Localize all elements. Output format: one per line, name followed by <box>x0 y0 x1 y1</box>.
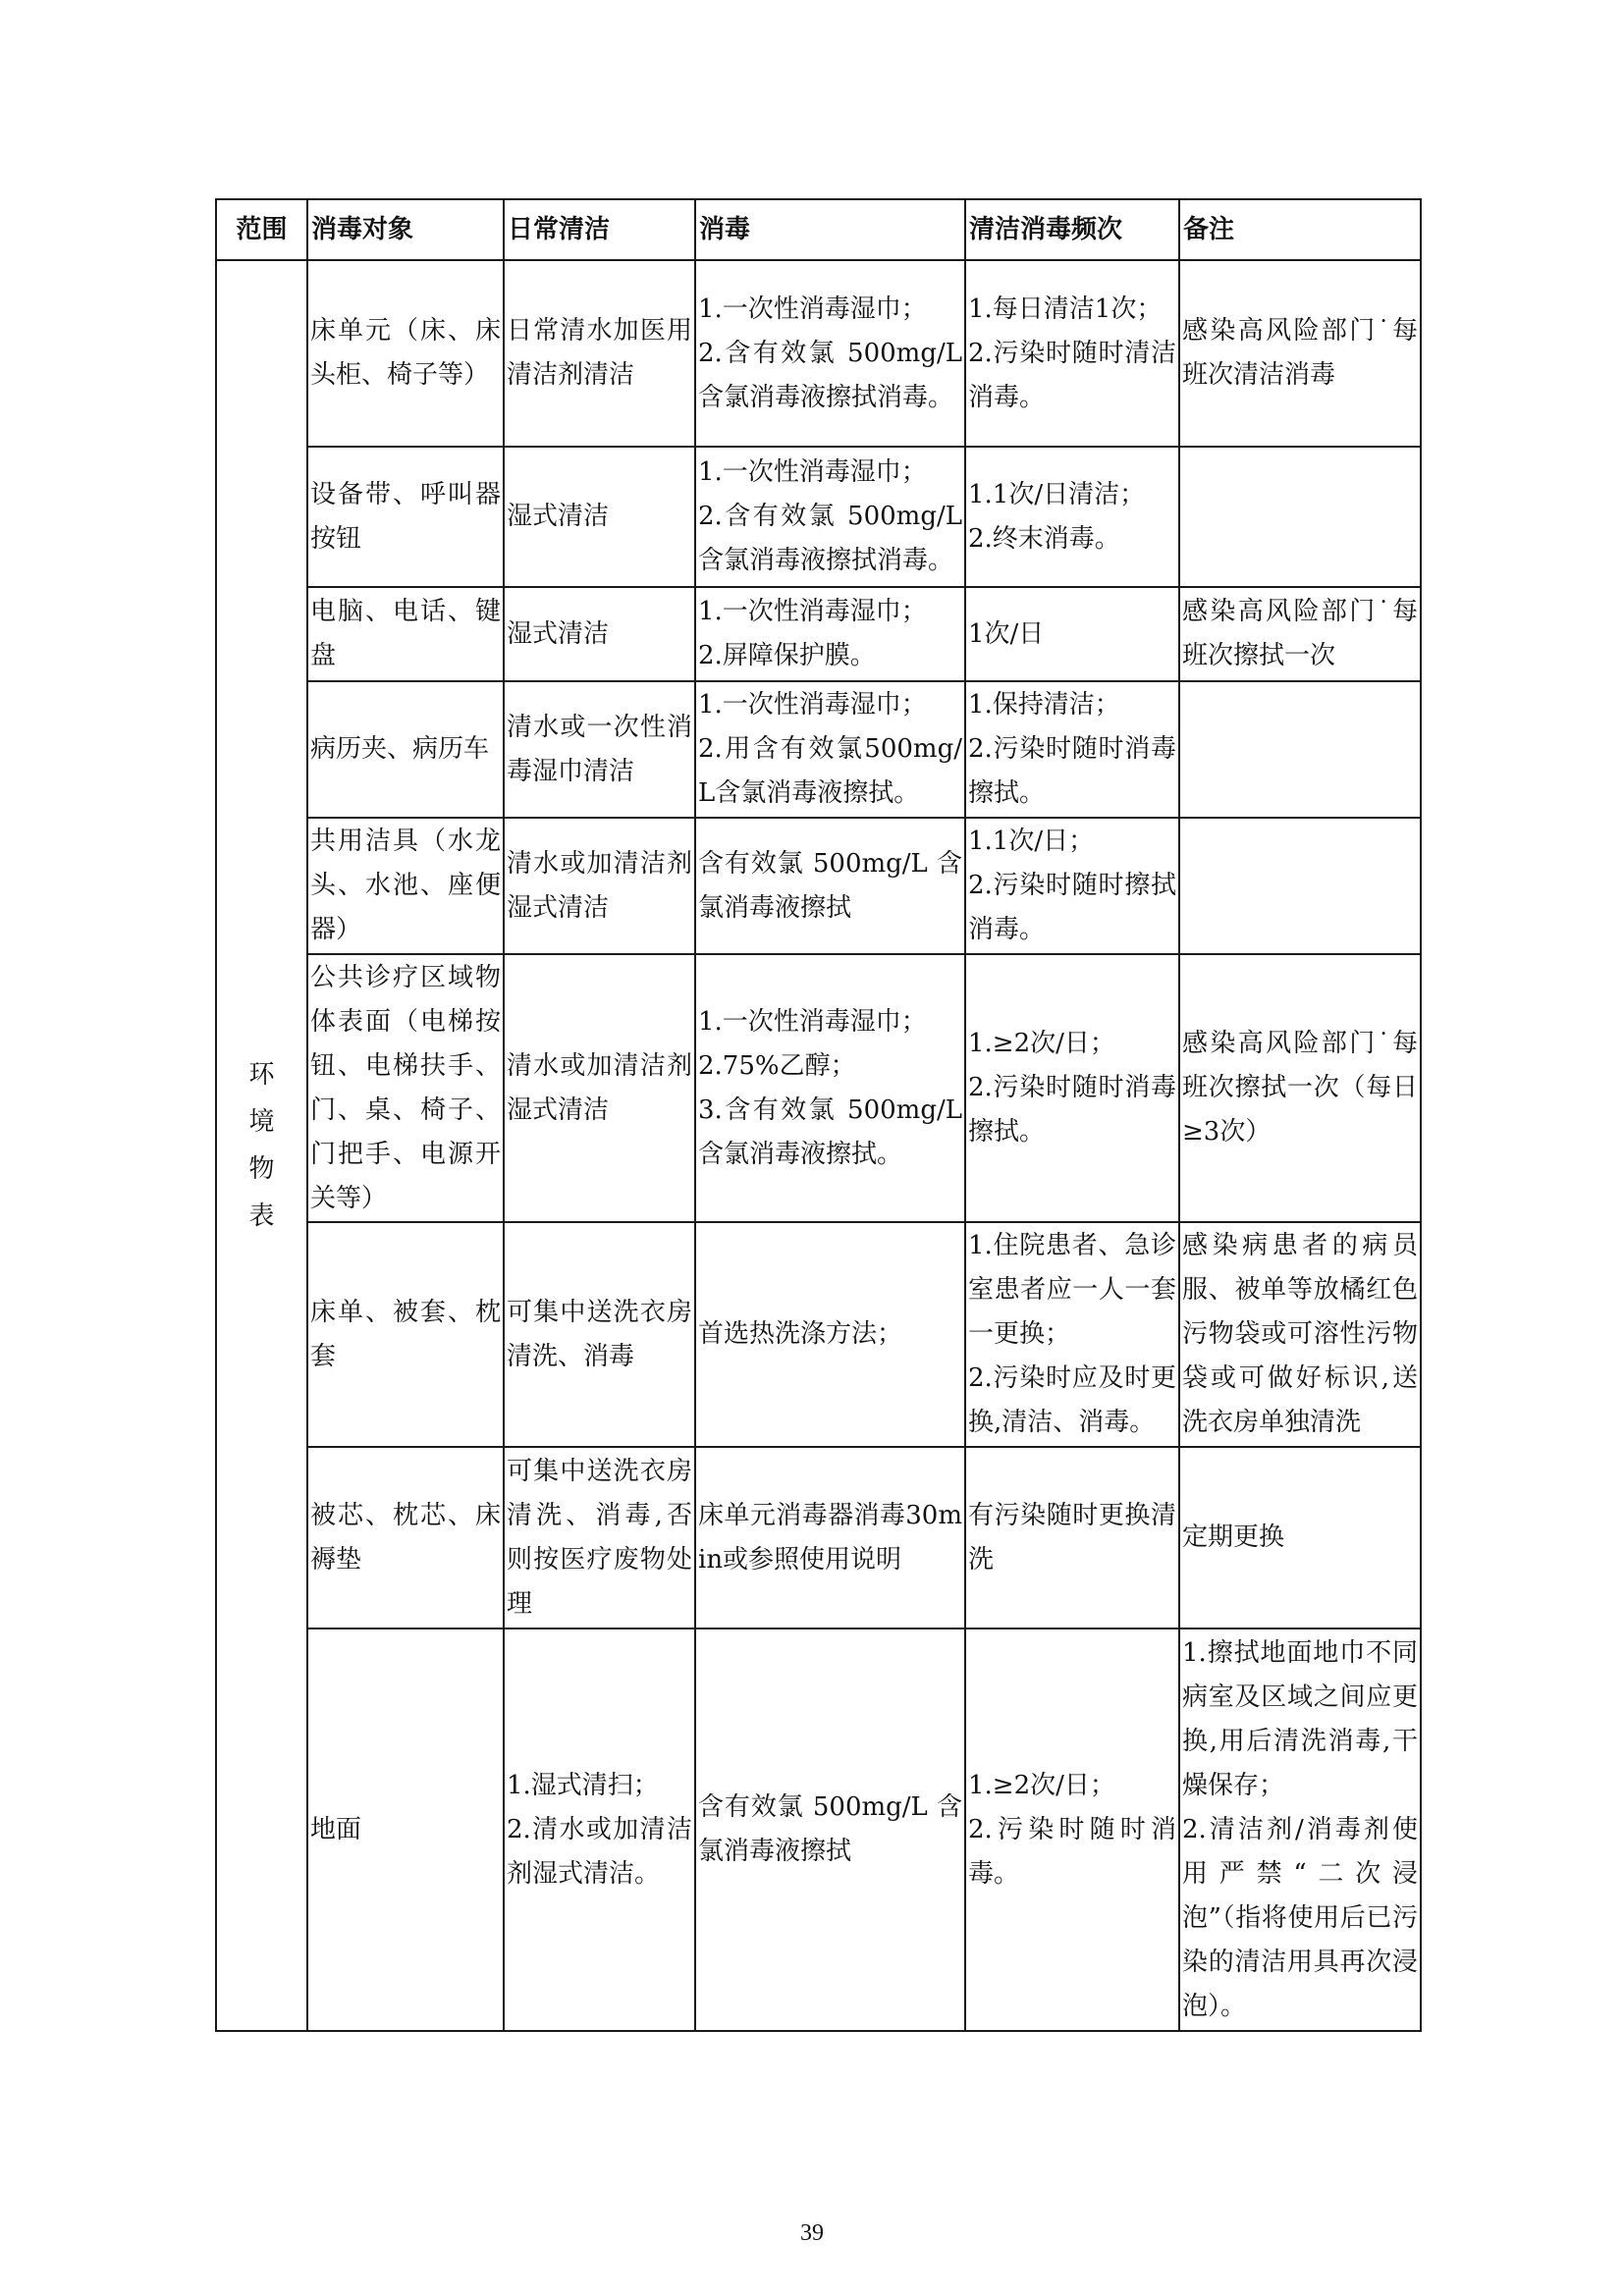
scope-label: 环境物表 <box>248 1060 275 1231</box>
disinfection-table <box>215 198 1422 2032</box>
frequency-cell: 1次/日 <box>965 587 1179 681</box>
header-disinfection: 消毒 <box>695 199 965 260</box>
daily-cell: 清水或加清洁剂湿式清洁 <box>504 954 695 1222</box>
frequency-cell: 1.≥2次/日； 2.污染时随时消毒擦拭。 <box>965 954 1179 1222</box>
table-row <box>216 447 1421 587</box>
remarks-cell <box>1179 681 1421 818</box>
table-header-row <box>216 199 1421 260</box>
remarks-cell: 感染病患者的病员服、被单等放橘红色污物袋或可溶性污物袋或可做好标识,送洗衣房单独清洗 <box>1179 1222 1421 1447</box>
remarks-cell <box>1179 447 1421 587</box>
remarks-cell: 感染高风险部门˙每班次清洁消毒 <box>1179 260 1421 447</box>
daily-cell: 清水或加清洁剂湿式清洁 <box>504 818 695 954</box>
header-scope: 范围 <box>216 199 307 260</box>
table-row <box>216 1222 1421 1447</box>
daily-cell: 湿式清洁 <box>504 447 695 587</box>
page-number: 39 <box>800 2220 824 2246</box>
object-cell: 设备带、呼叫器按钮 <box>307 447 504 587</box>
header-object: 消毒对象 <box>307 199 504 260</box>
daily-cell: 可集中送洗衣房清洗、消毒,否则按医疗废物处理 <box>504 1447 695 1629</box>
table-row <box>216 818 1421 954</box>
table-row <box>216 1447 1421 1629</box>
table-row <box>216 587 1421 681</box>
disinfection-cell: 1.一次性消毒湿巾； 2.含有效氯 500mg/L含氯消毒液擦拭消毒。 <box>695 447 965 587</box>
frequency-cell: 1.每日清洁1次； 2.污染时随时清洁消毒。 <box>965 260 1179 447</box>
object-cell: 被芯、枕芯、床褥垫 <box>307 1447 504 1629</box>
scope-cell <box>216 260 307 2031</box>
object-cell: 共用洁具（水龙头、水池、座便器） <box>307 818 504 954</box>
frequency-cell: 1.≥2次/日； 2.污染时随时消毒。 <box>965 1629 1179 2031</box>
table-row <box>216 954 1421 1222</box>
remarks-cell: 定期更换 <box>1179 1447 1421 1629</box>
disinfection-cell: 1.一次性消毒湿巾； 2.用含有效氯500mg/L含氯消毒液擦拭。 <box>695 681 965 818</box>
daily-cell: 湿式清洁 <box>504 587 695 681</box>
disinfection-cell: 1.一次性消毒湿巾； 2.屏障保护膜。 <box>695 587 965 681</box>
daily-cell: 1.湿式清扫； 2.清水或加清洁剂湿式清洁。 <box>504 1629 695 2031</box>
object-cell: 床单元（床、床头柜、椅子等） <box>307 260 504 447</box>
disinfection-cell: 含有效氯 500mg/L 含氯消毒液擦拭 <box>695 1629 965 2031</box>
table-row <box>216 260 1421 447</box>
disinfection-cell: 1.一次性消毒湿巾； 2.75%乙醇； 3.含有效氯 500mg/L含氯消毒液擦拭。 <box>695 954 965 1222</box>
frequency-cell: 1.住院患者、急诊室患者应一人一套一更换； 2.污染时应及时更换,清洁、消毒。 <box>965 1222 1179 1447</box>
frequency-cell: 有污染随时更换清洗 <box>965 1447 1179 1629</box>
header-remarks: 备注 <box>1179 199 1421 260</box>
header-frequency: 清洁消毒频次 <box>965 199 1179 260</box>
object-cell: 床单、被套、枕套 <box>307 1222 504 1447</box>
frequency-cell: 1.1次/日； 2.污染时随时擦拭消毒。 <box>965 818 1179 954</box>
remarks-cell: 感染高风险部门˙每班次擦拭一次 <box>1179 587 1421 681</box>
frequency-cell: 1.保持清洁； 2.污染时随时消毒擦拭。 <box>965 681 1179 818</box>
remarks-cell: 感染高风险部门˙每班次擦拭一次（每日≥3次） <box>1179 954 1421 1222</box>
disinfection-cell: 床单元消毒器消毒30min或参照使用说明 <box>695 1447 965 1629</box>
object-cell: 公共诊疗区域物体表面（电梯按钮、电梯扶手、门、桌、椅子、门把手、电源开关等） <box>307 954 504 1222</box>
header-daily-cleaning: 日常清洁 <box>504 199 695 260</box>
object-cell: 病历夹、病历车 <box>307 681 504 818</box>
disinfection-cell: 1.一次性消毒湿巾； 2.含有效氯 500mg/L含氯消毒液擦拭消毒。 <box>695 260 965 447</box>
object-cell: 地面 <box>307 1629 504 2031</box>
remarks-cell <box>1179 818 1421 954</box>
daily-cell: 可集中送洗衣房清洗、消毒 <box>504 1222 695 1447</box>
table-row <box>216 1629 1421 2031</box>
table-row <box>216 681 1421 818</box>
disinfection-cell: 首选热洗涤方法； <box>695 1222 965 1447</box>
frequency-cell: 1.1次/日清洁； 2.终末消毒。 <box>965 447 1179 587</box>
remarks-cell: 1.擦拭地面地巾不同病室及区域之间应更换,用后清洗消毒,干燥保存； 2.清洁剂/消毒剂使用严禁“二次浸泡”（指将使用后已污染的清洁用具再次浸泡）。 <box>1179 1629 1421 2031</box>
object-cell: 电脑、电话、键盘 <box>307 587 504 681</box>
daily-cell: 日常清水加医用清洁剂清洁 <box>504 260 695 447</box>
disinfection-cell: 含有效氯 500mg/L 含氯消毒液擦拭 <box>695 818 965 954</box>
daily-cell: 清水或一次性消毒湿巾清洁 <box>504 681 695 818</box>
